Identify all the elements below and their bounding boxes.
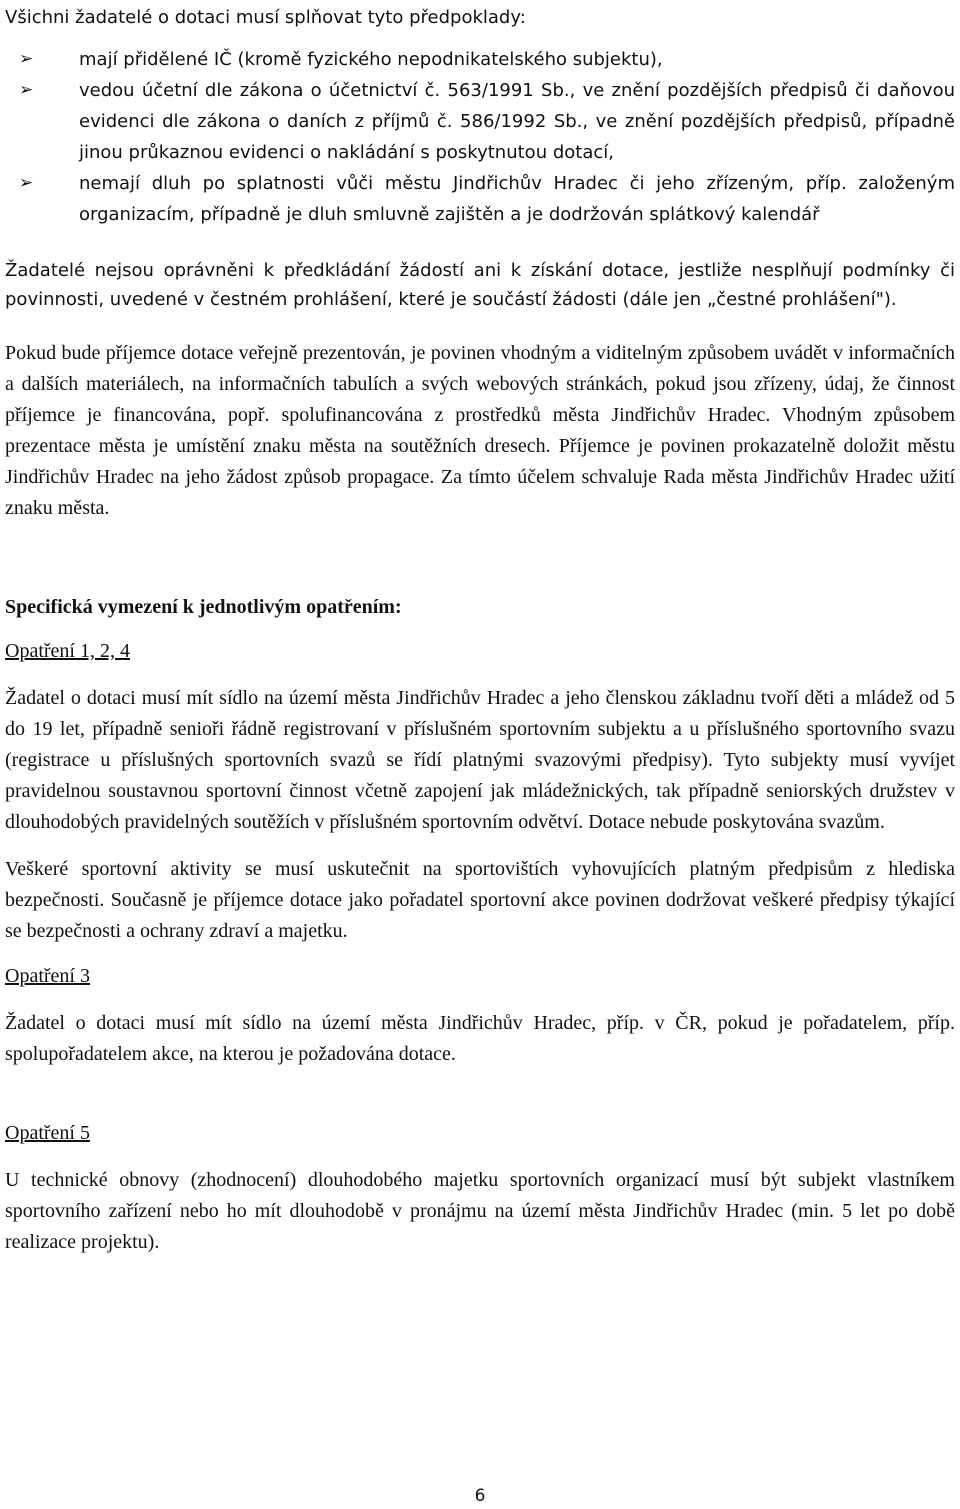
arrow-bullet-icon: ➢ [19, 173, 34, 193]
eligibility-paragraph: Žadatelé nejsou oprávněni k předkládání žádostí ani k získání dotace, jestliže nesplňují podmínky či povinnosti, uvedené v čestném prohlášení, které je součástí žádosti (dále jen „čestné prohlášení"). [5, 260, 955, 310]
list-item [5, 75, 955, 168]
measure-5-title: Opatření 5 [5, 1122, 90, 1144]
list-item-text: nemají dluh po splatnosti vůči městu Jindřichův Hradec či jeho zřízeným, příp. založeným organizacím, případně je dluh smluvně zajištěn a je dodržován splátkový kalendář [79, 173, 955, 225]
arrow-bullet-icon: ➢ [19, 80, 34, 100]
list-item-text: mají přidělené IČ (kromě fyzického nepodnikatelského subjektu), [79, 49, 663, 70]
measure-3-paragraph: Žadatel o dotaci musí mít sídlo na území města Jindřichův Hradec, příp. v ČR, pokud je pořadatelem, příp. spolupořadatelem akce, na kterou je požadována dotace. [5, 1012, 955, 1065]
measure-1-2-4-title: Opatření 1, 2, 4 [5, 640, 130, 662]
measure-5-paragraph: U technické obnovy (zhodnocení) dlouhodobého majetku sportovních organizací musí být subjekt vlastníkem sportovního zařízení nebo ho mít dlouhodobě v pronájmu na území města Jindřichův Hradec (min. 5 let po době realizace projektu). [5, 1169, 955, 1253]
measure-1-2-4-paragraph-1: Žadatel o dotaci musí mít sídlo na území města Jindřichův Hradec a jeho členskou základnu tvoří děti a mládež od 5 do 19 let, případně senioři řádně registrovaní v příslušném sportovním subjektu a u příslušného sportovního svazu (registrace u příslušných sportovních svazů se řídí platnými svazovými předpisy). Tyto subjekty musí vyvíjet pravidelnou soustavnou sportovní činnost včetně zapojení jak mládežnických, tak případně seniorských družstev v dlouhodobých pravidelných soutěžích v příslušném sportovním odvětví. Dotace nebude poskytována svazům. [5, 687, 955, 833]
measure-3-title: Opatření 3 [5, 965, 90, 987]
page-number: 6 [474, 1486, 486, 1506]
measure-1-2-4-paragraph-2: Veškeré sportovní aktivity se musí uskutečnit na sportovištích vyhovujících platným předpisům z hlediska bezpečnosti. Současně je příjemce dotace jako pořadatel sportovní akce povinen dodržovat veškeré předpisy týkající se bezpečnosti a ochrany zdraví a majetku. [5, 858, 955, 942]
list-item [5, 168, 955, 230]
list-item [5, 44, 955, 75]
requirements-list [5, 44, 955, 230]
section-heading: Specifická vymezení k jednotlivým opatřením: [5, 596, 402, 618]
list-item-text: vedou účetní dle zákona o účetnictví č. 563/1991 Sb., ve znění pozdějších předpisů či daňovou evidenci dle zákona o daních z příjmů č. 586/1992 Sb., ve znění pozdějších předpisů, případně jinou průkaznou evidenci o nakládání s poskytnutou dotací, [79, 80, 955, 163]
arrow-bullet-icon: ➢ [19, 49, 34, 69]
document-page [5, 0, 955, 1258]
promotion-paragraph: Pokud bude příjemce dotace veřejně prezentován, je povinen vhodným a viditelným způsobem uvádět v informačních a dalších materiálech, na informačních tabulích a svých webových stránkách, pokud jsou zřízeny, údaj, že činnost příjemce je financována, popř. spolufinancována z prostředků města Jindřichův Hradec. Vhodným způsobem prezentace města je umístění znaku města na soutěžních dresech. Příjemce je povinen prokazatelně doložit městu Jindřichův Hradec na jeho žádost způsob propagace. Za tímto účelem schvaluje Rada města Jindřichův Hradec užití znaku města. [5, 342, 955, 519]
intro-text: Všichni žadatelé o dotaci musí splňovat tyto předpoklady: [5, 7, 526, 28]
